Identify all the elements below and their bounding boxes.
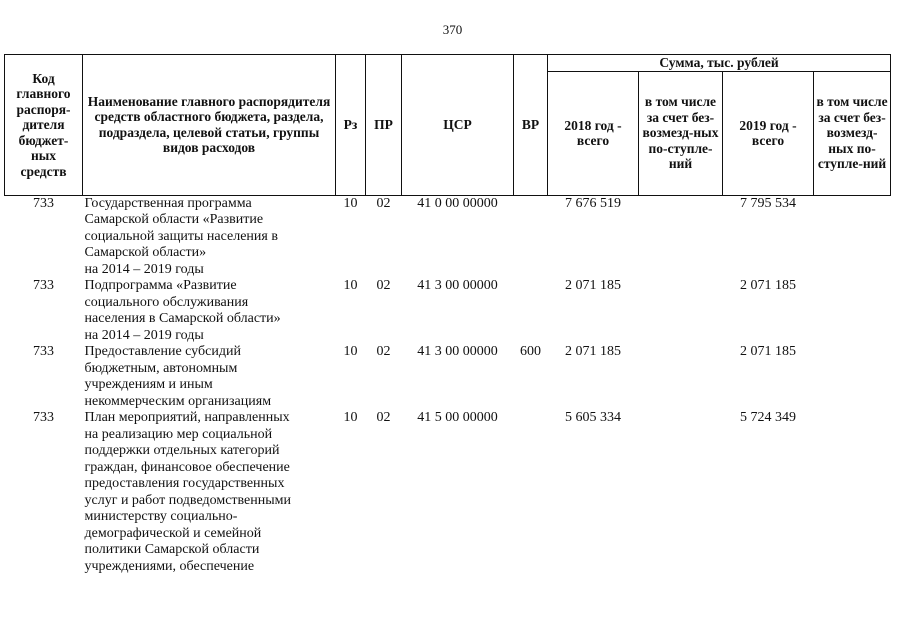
header-csr: ЦСР <box>402 55 514 196</box>
cell-2019-total: 2 071 185 <box>740 344 796 359</box>
budget-table <box>4 54 891 575</box>
name-line: социального обслуживания <box>84 294 249 310</box>
cell-csr: 41 0 00 00000 <box>417 195 498 211</box>
cell-2019-free <box>814 195 891 278</box>
cell-name <box>83 344 336 410</box>
cell-2018-free <box>639 278 723 344</box>
name-line: на 2014 – 2019 годы <box>84 261 204 277</box>
name-line: Самарской области» <box>84 245 207 260</box>
header-2019-total: 2019 год - всего <box>723 71 814 195</box>
cell-rz: 10 <box>343 195 358 211</box>
cell-code: 733 <box>33 195 54 211</box>
cell-name <box>83 195 336 278</box>
cell-vr: 600 <box>520 344 541 359</box>
cell-pr: 02 <box>376 278 391 293</box>
name-line: Подпрограмма «Развитие <box>84 278 237 293</box>
cell-vr <box>514 278 548 344</box>
name-line: Самарской области «Развитие <box>84 212 264 227</box>
header-code: Код главного распоря-дителя бюджет-ных средств <box>5 55 83 196</box>
cell-rz: 10 <box>343 344 358 359</box>
header-pr: ПР <box>366 55 402 196</box>
header-sum: Сумма, тыс. рублей <box>548 55 891 72</box>
cell-code: 733 <box>33 410 54 425</box>
table-header <box>5 55 891 196</box>
header-2018-free: в том числе за счет без-возмезд-ных по-ступле-ний <box>639 71 723 195</box>
cell-code: 733 <box>33 344 54 359</box>
name-line: Предоставление субсидий <box>84 344 241 359</box>
cell-vr <box>514 195 548 278</box>
name-line: политики Самарской области <box>84 542 260 557</box>
cell-2019-total: 5 724 349 <box>740 410 796 425</box>
name-line: Государственная программа <box>84 195 252 211</box>
cell-rz: 10 <box>343 410 358 425</box>
name-line: услуг и работ подведомственными <box>84 492 292 508</box>
header-vr: ВР <box>514 55 548 196</box>
page-number: 370 <box>442 22 463 37</box>
header-2018-total: 2018 год - всего <box>548 71 639 195</box>
cell-2018-free <box>639 195 723 278</box>
cell-vr <box>514 410 548 575</box>
cell-csr: 41 5 00 00000 <box>417 410 498 425</box>
name-line: бюджетным, автономным <box>84 360 238 376</box>
name-line: демографической и семейной <box>84 525 262 541</box>
name-line: учреждениям и иным <box>84 377 213 392</box>
name-line: социальной защиты населения в <box>84 228 278 244</box>
cell-2018-free <box>639 410 723 575</box>
cell-rz: 10 <box>343 278 358 293</box>
name-line: некоммерческим организациям <box>84 393 272 409</box>
cell-2018-total: 5 605 334 <box>565 410 621 425</box>
cell-2018-total: 2 071 185 <box>565 344 621 359</box>
cell-2019-total: 7 795 534 <box>740 195 796 211</box>
table-body <box>5 195 891 575</box>
cell-pr: 02 <box>376 195 391 211</box>
cell-2018-total: 7 676 519 <box>565 195 621 211</box>
header-2019-free: в том числе за счет без-возмезд-ных по-ступле-ний <box>814 71 891 195</box>
name-line: министерству социально- <box>84 509 238 524</box>
name-line: на 2014 – 2019 годы <box>84 327 204 343</box>
name-line: поддержки отдельных категорий <box>84 443 280 458</box>
table-row <box>5 344 891 410</box>
header-name: Наименование главного распорядителя средств областного бюджета, раздела, подраздела, целевой статьи, группы видов расходов <box>83 55 336 196</box>
cell-csr: 41 3 00 00000 <box>417 278 498 293</box>
cell-2019-free <box>814 278 891 344</box>
name-line: План мероприятий, направленных <box>84 410 290 425</box>
cell-name <box>83 410 336 575</box>
cell-csr: 41 3 00 00000 <box>417 344 498 359</box>
name-line: граждан, финансовое обеспечение <box>84 459 290 475</box>
cell-pr: 02 <box>376 344 391 359</box>
table-row <box>5 278 891 344</box>
cell-pr: 02 <box>376 410 391 425</box>
name-line: предоставления государственных <box>84 476 285 491</box>
cell-code: 733 <box>33 278 54 293</box>
name-line: населения в Самарской области» <box>84 311 281 326</box>
cell-2018-total: 2 071 185 <box>565 278 621 293</box>
name-line: на реализацию мер социальной <box>84 426 273 442</box>
cell-2019-total: 2 071 185 <box>740 278 796 293</box>
header-rz: Рз <box>336 55 366 196</box>
cell-2018-free <box>639 344 723 410</box>
cell-name <box>83 278 336 344</box>
table-row <box>5 195 891 278</box>
cell-2019-free <box>814 410 891 575</box>
table-row <box>5 410 891 575</box>
name-line: учреждениями, обеспечение <box>84 558 255 574</box>
cell-2019-free <box>814 344 891 410</box>
